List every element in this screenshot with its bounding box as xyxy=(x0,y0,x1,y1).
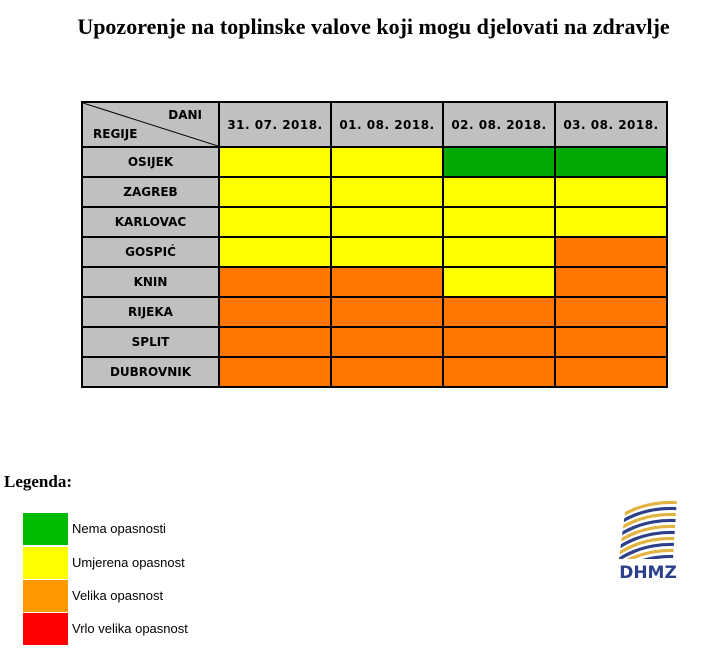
warning-cell xyxy=(443,267,555,297)
table-row xyxy=(82,267,667,297)
warning-cell xyxy=(331,267,443,297)
warning-cell xyxy=(443,237,555,267)
table-row xyxy=(82,207,667,237)
legend-label: Vrlo velika opasnost xyxy=(72,621,188,636)
region-name: OSIJEK xyxy=(82,147,219,177)
table-row xyxy=(82,327,667,357)
legend-title: Legenda: xyxy=(4,472,72,491)
warning-cell xyxy=(219,357,331,387)
warning-cell xyxy=(555,177,667,207)
warning-cell xyxy=(443,177,555,207)
region-name: KNIN xyxy=(82,267,219,297)
warning-cell xyxy=(443,207,555,237)
warning-cell xyxy=(219,297,331,327)
region-name: SPLIT xyxy=(82,327,219,357)
date-header: 02. 08. 2018. xyxy=(443,102,555,147)
warning-cell xyxy=(443,357,555,387)
table-row xyxy=(82,147,667,177)
date-header: 01. 08. 2018. xyxy=(331,102,443,147)
warning-cell xyxy=(331,147,443,177)
logo-text: DHMZ xyxy=(619,563,677,583)
warning-cell xyxy=(219,147,331,177)
date-header: 31. 07. 2018. xyxy=(219,102,331,147)
table-row xyxy=(82,357,667,387)
warning-cell xyxy=(555,207,667,237)
heat-warning-table xyxy=(81,101,668,388)
warning-cell xyxy=(219,207,331,237)
warning-cell xyxy=(331,237,443,267)
warning-cell xyxy=(555,237,667,267)
warning-cell xyxy=(555,267,667,297)
date-header: 03. 08. 2018. xyxy=(555,102,667,147)
legend-label: Umjerena opasnost xyxy=(72,555,185,570)
warning-cell xyxy=(555,357,667,387)
warning-cell xyxy=(331,177,443,207)
table-row xyxy=(82,237,667,267)
warning-cell xyxy=(555,297,667,327)
warning-cell xyxy=(219,327,331,357)
legend-swatch-red xyxy=(23,613,68,645)
dhmz-logo-icon xyxy=(607,493,689,561)
table-header-row xyxy=(82,102,667,147)
warning-cell xyxy=(331,297,443,327)
legend-swatch-yellow xyxy=(23,547,68,579)
warning-cell xyxy=(331,357,443,387)
table-row xyxy=(82,297,667,327)
region-name: KARLOVAC xyxy=(82,207,219,237)
warning-cell xyxy=(443,297,555,327)
table-corner-header xyxy=(82,102,219,147)
page-title: Upozorenje na toplinske valove koji mogu djelovati na zdravlje xyxy=(77,14,670,39)
region-name: ZAGREB xyxy=(82,177,219,207)
table-row xyxy=(82,177,667,207)
warning-cell xyxy=(443,327,555,357)
region-name: DUBROVNIK xyxy=(82,357,219,387)
warning-cell xyxy=(219,267,331,297)
warning-cell xyxy=(331,327,443,357)
warning-cell xyxy=(443,147,555,177)
warning-cell xyxy=(331,207,443,237)
legend-label: Nema opasnosti xyxy=(72,521,166,536)
dhmz-logo xyxy=(607,493,689,588)
warning-cell xyxy=(555,147,667,177)
legend-swatch-green xyxy=(23,513,68,545)
warning-cell xyxy=(219,237,331,267)
legend-swatch-orange xyxy=(23,580,68,612)
region-name: RIJEKA xyxy=(82,297,219,327)
corner-label-regions: REGIJE xyxy=(93,127,138,141)
corner-label-days: DANI xyxy=(168,108,202,122)
legend-label: Velika opasnost xyxy=(72,588,164,603)
warning-cell xyxy=(219,177,331,207)
warning-cell xyxy=(555,327,667,357)
region-name: GOSPIĆ xyxy=(82,237,219,267)
